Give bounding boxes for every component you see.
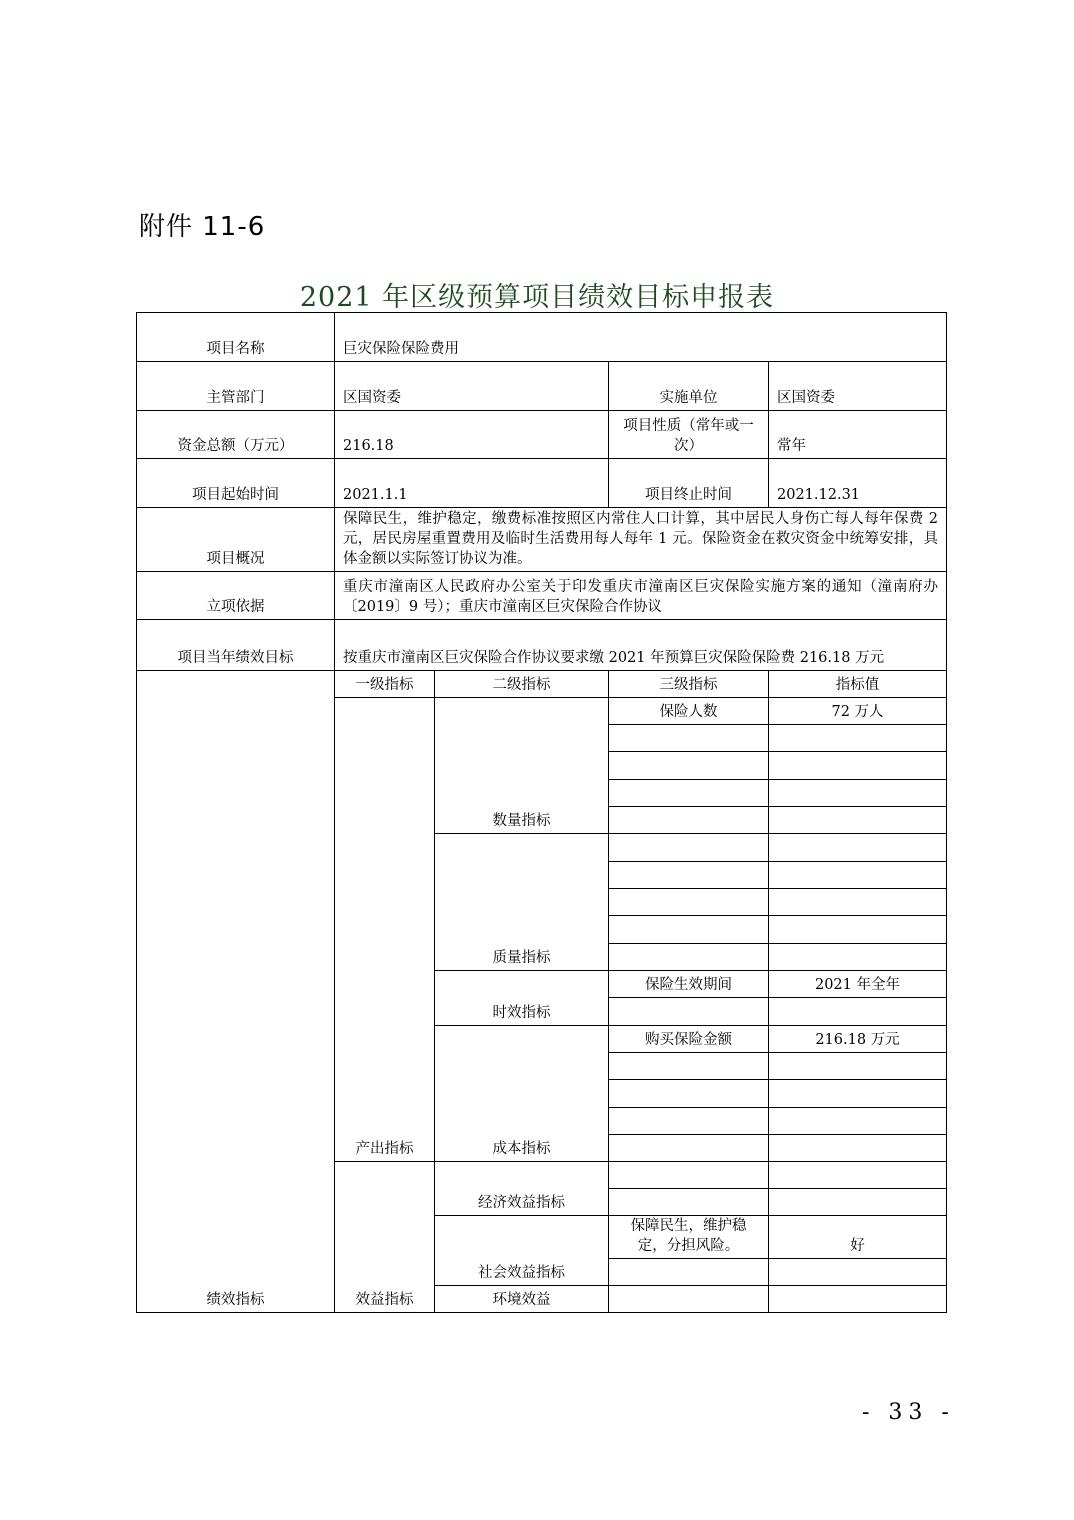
quantity-indicator-label: 数量指标 [435,698,609,834]
impl-label: 实施单位 [609,362,769,411]
row-overview [137,508,947,572]
goal-label: 项目当年绩效目标 [137,620,335,671]
row-department [137,362,947,411]
timeliness-indicator-label: 时效指标 [435,971,609,1026]
project-name-value: 巨灾保险保险费用 [335,313,947,362]
form-title: 2021 年区级预算项目绩效目标申报表 [299,282,775,313]
indicators-section-label: 绩效指标 [137,671,335,1313]
timeliness-item-value: 2021 年全年 [769,971,947,998]
performance-target-table [136,312,947,1313]
nature-value: 常年 [769,411,947,459]
end-value: 2021.12.31 [769,459,947,508]
row-dates [137,459,947,508]
project-name-label: 项目名称 [137,313,335,362]
row-goal [137,620,947,671]
header-level1: 一级指标 [335,671,435,698]
end-label: 项目终止时间 [609,459,769,508]
fund-value: 216.18 [335,411,609,459]
impl-value: 区国资委 [769,362,947,411]
basis-value: 重庆市潼南区人民政府办公室关于印发重庆市潼南区巨灾保险实施方案的通知（潼南府办〔2019〕9 号）；重庆市潼南区巨灾保险合作协议 [335,572,947,620]
environmental-indicator-label: 环境效益 [435,1286,609,1313]
economic-indicator-label: 经济效益指标 [435,1162,609,1216]
cost-item-name: 购买保险金额 [609,1026,769,1053]
indicator-header-row [137,671,947,698]
benefit-indicator-label: 效益指标 [335,1162,435,1313]
quality-indicator-label: 质量指标 [435,834,609,971]
row-fund [137,411,947,459]
start-value: 2021.1.1 [335,459,609,508]
start-label: 项目起始时间 [137,459,335,508]
header-level3: 三级指标 [609,671,769,698]
social-indicator-label: 社会效益指标 [435,1216,609,1286]
nature-label: 项目性质（常年或一次） [609,411,769,459]
social-item-name: 保障民生，维护稳定，分担风险。 [609,1216,769,1259]
timeliness-item-name: 保险生效期间 [609,971,769,998]
quantity-item-name: 保险人数 [609,698,769,725]
overview-value: 保障民生，维护稳定，缴费标准按照区内常住人口计算，其中居民人身伤亡每人每年保费 2 元，居民房屋重置费用及临时生活费用每人每年 1 元。保险资金在救灾资金中统筹安排，具体金额以实际签订协议为准。 [335,508,947,572]
overview-label: 项目概况 [137,508,335,572]
cost-item-value: 216.18 万元 [769,1026,947,1053]
social-item-value: 好 [769,1216,947,1259]
header-value: 指标值 [769,671,947,698]
row-basis [137,572,947,620]
dept-label: 主管部门 [137,362,335,411]
attachment-label: 附件 11-6 [139,212,266,242]
cost-indicator-label: 成本指标 [435,1026,609,1162]
output-indicator-label: 产出指标 [335,698,435,1162]
basis-label: 立项依据 [137,572,335,620]
quantity-item-value: 72 万人 [769,698,947,725]
fund-label: 资金总额（万元） [137,411,335,459]
page-number: - 33 - [862,1400,955,1425]
row-project-name [137,313,947,362]
dept-value: 区国资委 [335,362,609,411]
goal-value: 按重庆市潼南区巨灾保险合作协议要求缴 2021 年预算巨灾保险保险费 216.18 万元 [335,620,947,671]
header-level2: 二级指标 [435,671,609,698]
